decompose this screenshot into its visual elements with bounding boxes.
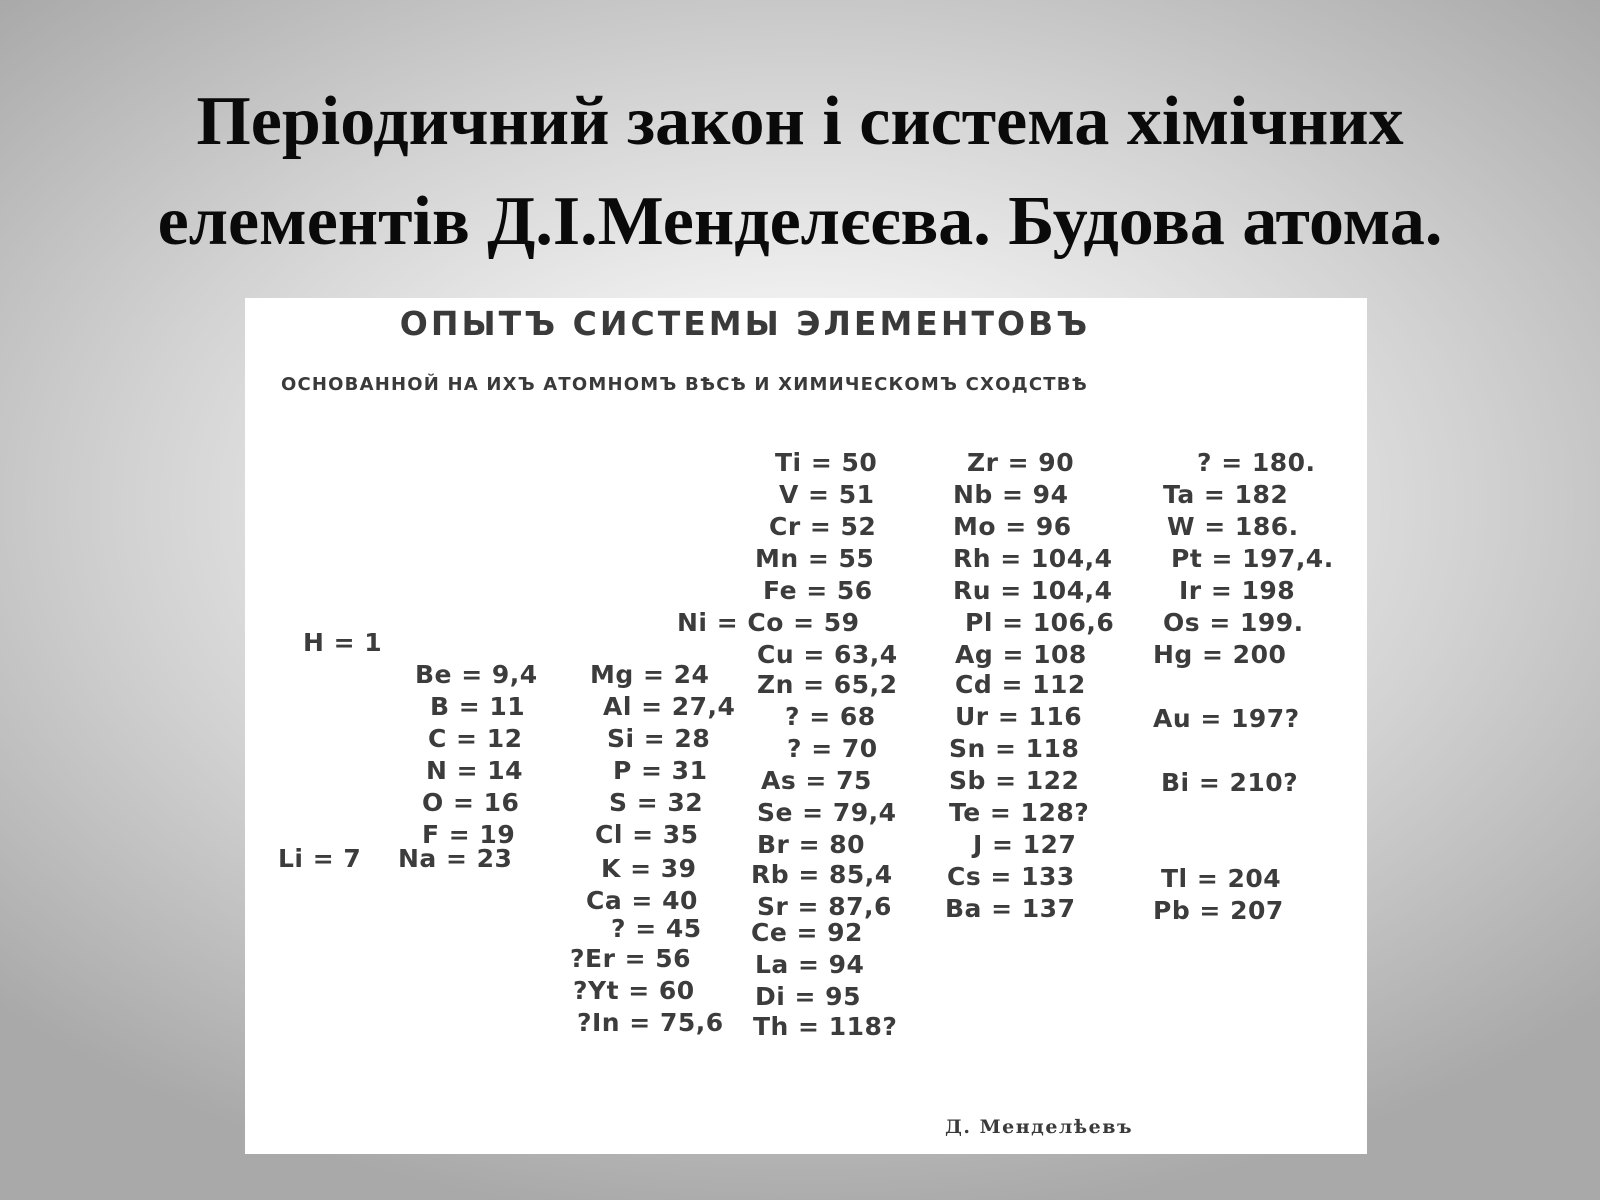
element-entry-unknown-70: ? = 70 [787, 734, 878, 763]
element-entry-os: Os = 199. [1163, 608, 1304, 637]
element-entry-b: B = 11 [430, 692, 526, 721]
element-entry-ba: Ba = 137 [945, 894, 1076, 923]
element-entry-p: P = 31 [613, 756, 708, 785]
element-entry-c: C = 12 [428, 724, 523, 753]
element-entry-f: F = 19 [422, 820, 516, 849]
element-entry-rb: Rb = 85,4 [751, 860, 893, 889]
element-entry-cd: Cd = 112 [955, 670, 1086, 699]
element-entry-au: Au = 197? [1153, 704, 1300, 733]
element-entry-yt: ?Yt = 60 [573, 976, 695, 1005]
element-entry-se: Se = 79,4 [757, 798, 897, 827]
element-entry-h: H = 1 [303, 628, 383, 657]
element-entry-j: J = 127 [973, 830, 1077, 859]
element-entry-sr: Sr = 87,6 [757, 892, 892, 921]
element-entry-sn: Sn = 118 [949, 734, 1080, 763]
element-entry-si: Si = 28 [607, 724, 711, 753]
element-entry-ur: Ur = 116 [955, 702, 1083, 731]
element-entry-ta: Ta = 182 [1163, 480, 1289, 509]
element-entry-v: V = 51 [779, 480, 875, 509]
element-entry-be: Be = 9,4 [415, 660, 538, 689]
element-entry-mo: Mo = 96 [953, 512, 1072, 541]
element-entry-ni-co: Ni = Co = 59 [677, 608, 860, 637]
element-entry-o: O = 16 [422, 788, 520, 817]
element-entry-ag: Ag = 108 [955, 640, 1087, 669]
element-entry-zn: Zn = 65,2 [757, 670, 898, 699]
element-entry-li: Li = 7 [278, 844, 362, 873]
element-entry-sb: Sb = 122 [949, 766, 1080, 795]
element-entry-unknown-180: ? = 180. [1197, 448, 1316, 477]
element-entry-ca: Ca = 40 [586, 886, 698, 915]
element-entry-ti: Ti = 50 [775, 448, 878, 477]
element-entry-in: ?In = 75,6 [577, 1008, 724, 1037]
element-entry-tl: Tl = 204 [1161, 864, 1282, 893]
element-entry-di: Di = 95 [755, 982, 861, 1011]
document-signature: Д. Менделѣевъ [945, 1116, 1134, 1138]
document-heading: ОПЫТЪ СИСТЕМЫ ЭЛЕМЕНТОВЪ [399, 304, 1091, 343]
element-entry-mn: Mn = 55 [755, 544, 875, 573]
element-entry-br: Br = 80 [757, 830, 866, 859]
element-entry-ru: Ru = 104,4 [953, 576, 1113, 605]
element-entry-er: ?Er = 56 [570, 944, 692, 973]
element-entry-te: Te = 128? [949, 798, 1090, 827]
element-entry-ir: Ir = 198 [1179, 576, 1296, 605]
element-entry-na: Na = 23 [398, 844, 513, 873]
element-entry-mg: Mg = 24 [590, 660, 710, 689]
element-entry-al: Al = 27,4 [603, 692, 736, 721]
element-entry-cu: Cu = 63,4 [757, 640, 898, 669]
slide-title-line1: Періодичний закон і система хімічних [196, 83, 1404, 160]
element-entry-pt: Pt = 197,4. [1171, 544, 1334, 573]
slide-title-line2: елементів Д.І.Менделєєва. Будова атома. [157, 183, 1443, 260]
element-entry-nb: Nb = 94 [953, 480, 1069, 509]
element-entry-hg: Hg = 200 [1153, 640, 1287, 669]
element-entry-cr: Cr = 52 [769, 512, 877, 541]
element-entry-pl: Pl = 106,6 [965, 608, 1115, 637]
element-entry-cl: Cl = 35 [595, 820, 699, 849]
element-entry-cs: Cs = 133 [947, 862, 1075, 891]
element-entry-s: S = 32 [609, 788, 704, 817]
element-entry-ce: Ce = 92 [751, 918, 863, 947]
element-entry-bi: Bi = 210? [1161, 768, 1299, 797]
element-entry-fe: Fe = 56 [763, 576, 873, 605]
element-entry-unknown-45: ? = 45 [611, 914, 702, 943]
element-entry-k: K = 39 [601, 854, 697, 883]
element-entry-rh: Rh = 104,4 [953, 544, 1113, 573]
mendeleev-table-image [245, 298, 1367, 1154]
element-entry-unknown-68: ? = 68 [785, 702, 876, 731]
slide-title [0, 72, 1600, 272]
element-entry-la: La = 94 [755, 950, 865, 979]
element-entry-as: As = 75 [761, 766, 872, 795]
element-entry-n: N = 14 [426, 756, 524, 785]
element-entry-w: W = 186. [1167, 512, 1299, 541]
element-entry-th: Th = 118? [753, 1012, 898, 1041]
document-subheading: ОСНОВАННОЙ НА ИХЪ АТОМНОМЪ ВѢСѢ И ХИМИЧЕСКОМЪ СХОДСТВѢ [281, 374, 1088, 395]
element-entry-zr: Zr = 90 [967, 448, 1075, 477]
element-entry-pb: Pb = 207 [1153, 896, 1284, 925]
